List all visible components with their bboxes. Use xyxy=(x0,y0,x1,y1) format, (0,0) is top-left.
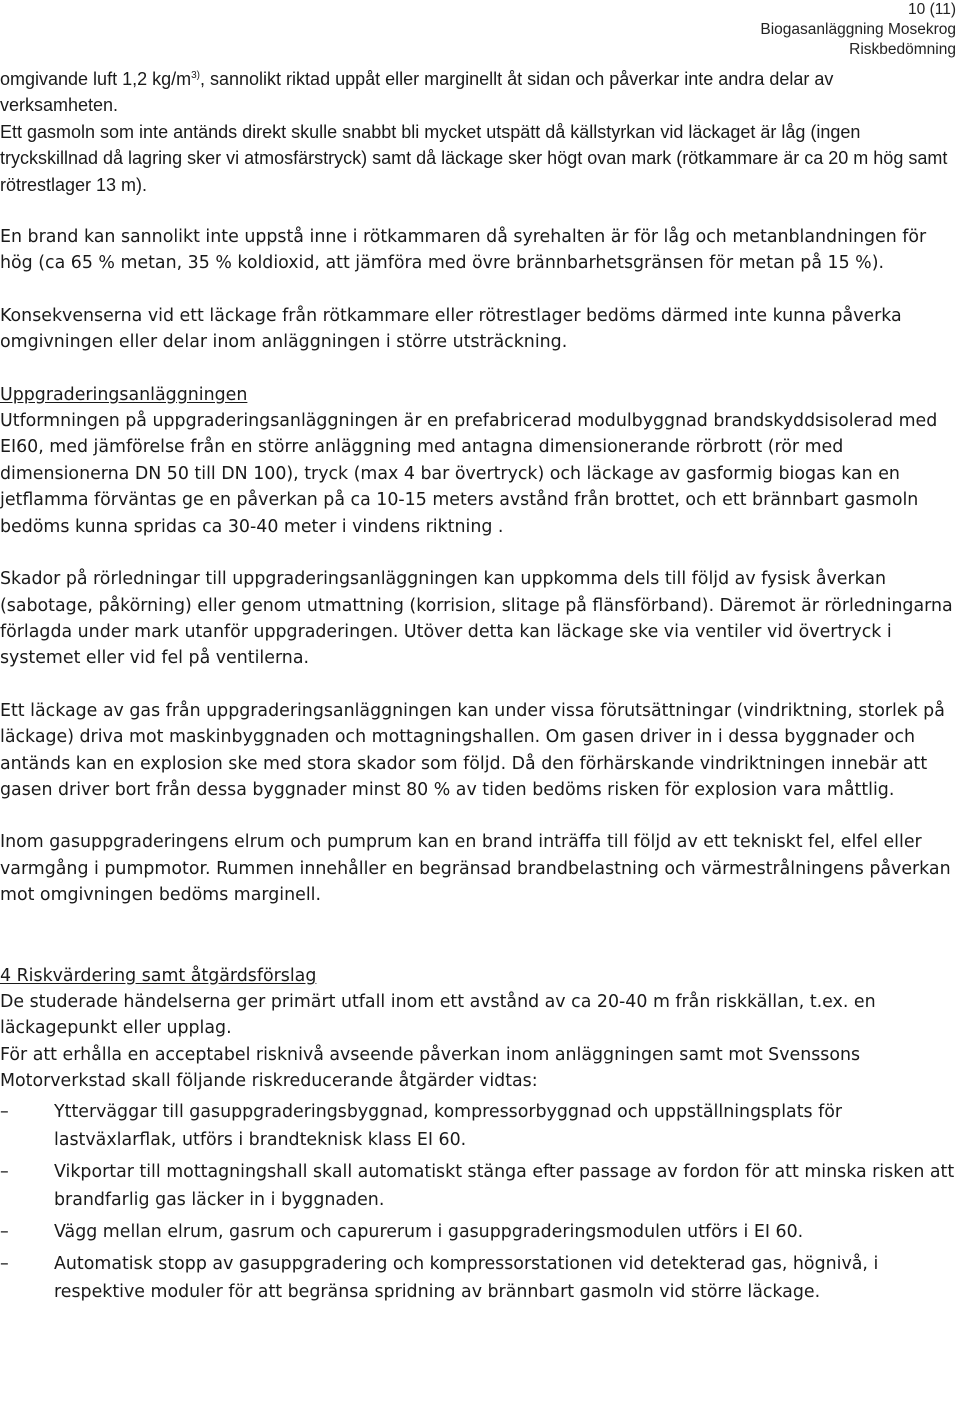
list-item-text: Automatisk stopp av gasuppgradering och kompressorstationen vid detekterad gas, högnivå, i respektive moduler för att begränsa spridning av brännbart gasmoln vid större läckage. xyxy=(54,1253,879,1303)
paragraph-risk-measures-intro: För att erhålla en acceptabel risknivå avseende påverkan inom anläggningen samt mot Svenssons Motorverkstad skall följande riskreducerande åtgärder vidtas: xyxy=(0,1044,861,1092)
document-title: Biogasanläggning Mosekrog xyxy=(760,21,956,38)
risk-measures-list xyxy=(0,1098,956,1307)
page-header xyxy=(760,0,956,60)
paragraph-text: , sannolikt riktad uppåt eller marginellt åt sidan och påverkar inte andra delar av verksamheten. xyxy=(0,69,834,116)
list-item xyxy=(0,1098,956,1155)
paragraph-studied-events: De studerade händelserna ger primärt utfall inom ett avstånd av ca 20-40 m från riskkällan, t.ex. en läckagepunkt eller upplag. xyxy=(0,991,876,1039)
list-item xyxy=(0,1250,956,1307)
paragraph-gas-cloud: Ett gasmoln som inte antänds direkt skulle snabbt bli mycket utspätt då källstyrkan vid läckaget är låg (ingen tryckskillnad då lagring sker vi atmosfärstryck) samt då läckage sker högt ovan mark (rötkammare är ca 20 m hög samt rötrestlager 13 m). xyxy=(0,121,948,195)
section-heading-upgrading: Uppgraderingsanläggningen xyxy=(0,384,248,405)
page-number: 10 (11) xyxy=(908,1,956,18)
bullet-dash: – xyxy=(0,1221,9,1242)
list-item xyxy=(0,1218,956,1247)
bullet-dash: – xyxy=(0,1101,9,1122)
bullet-dash: – xyxy=(0,1253,9,1274)
paragraph-pipe-damage: Skador på rörledningar till uppgraderingsanläggningen kan uppkomma dels till följd av fysisk åverkan (sabotage, påkörning) eller genom utmattning (korrision, slitage på flänsförband). Däremot är rörledningarna förlagda under mark utanför uppgraderingen. Utöver detta kan läckage ske via ventiler vid övertryck i systemet eller vid fel på ventilerna. xyxy=(0,569,953,669)
paragraph-gas-leak-explosion: Ett läckage av gas från uppgraderingsanläggningen kan under vissa förutsättningar (vindriktning, storlek på läckage) driva mot maskinbyggnaden och mottagningshallen. Om gasen driver in i dessa byggnader och antänds kan en explosion ske med stora skador som följd. Då den förhärskande vindriktningen innebär att gasen driver bort från dessa byggnader minst 80 % av tiden bedöms risken för explosion vara måttlig. xyxy=(0,700,945,800)
document-body xyxy=(0,66,956,1307)
paragraph-text: omgivande luft 1,2 kg/m xyxy=(0,69,192,89)
paragraph-gas-dispersion xyxy=(0,66,956,119)
list-item-text: Ytterväggar till gasuppgraderingsbyggnad, kompressorbyggnad och uppställningsplats för lastväxlarflak, utförs i brandteknisk klass EI 60. xyxy=(54,1101,843,1151)
list-item-text: Vägg mellan elrum, gasrum och capurerum i gasuppgraderingsmodulen utförs i EI 60. xyxy=(54,1221,804,1242)
superscript: 3) xyxy=(191,70,201,81)
paragraph-electrical-room-fire: Inom gasuppgraderingens elrum och pumprum kan en brand inträffa till följd av ett tekniskt fel, elfel eller varmgång i pumpmotor. Rummen innehåller en begränsad brandbelastning och värmestrålningens påverkan mot omgivningen bedöms marginell. xyxy=(0,832,951,906)
document-subtitle: Riskbedömning xyxy=(849,41,956,58)
paragraph-consequences: Konsekvenserna vid ett läckage från rötkammare eller rötrestlager bedöms därmed inte kunna påverka omgivningen eller delar inom anläggningen i större utsträckning. xyxy=(0,305,902,353)
list-item-text: Vikportar till mottagningshall skall automatiskt stänga efter passage av fordon för att minska risken att brandfarlig gas läcker in i byggnaden. xyxy=(54,1161,955,1211)
section-heading-risk-evaluation: 4 Riskvärdering samt åtgärdsförslag xyxy=(0,965,317,986)
list-item xyxy=(0,1158,956,1215)
bullet-dash: – xyxy=(0,1161,9,1182)
paragraph-fire-digester: En brand kan sannolikt inte uppstå inne i rötkammaren då syrehalten är för låg och metanblandningen för hög (ca 65 % metan, 35 % koldioxid, att jämföra med övre brännbarhetsgränsen för metan på 15 %). xyxy=(0,227,927,274)
paragraph-upgrading-design: Utformningen på uppgraderingsanläggningen är en prefabricerad modulbyggnad brandskyddsisolerad med EI60, med jämförelse från en större anläggning med antagna dimensionerande rörbrott (rör med dimensionerna DN 50 till DN 100), tryck (max 4 bar övertryck) och läckage av gasformig biogas kan en jetflamma förväntas ge en påverkan på ca 10-15 meters avstånd från brottet, och ett brännbart gasmoln bedöms kunna spridas ca 30-40 meter i vindens riktning . xyxy=(0,411,938,537)
